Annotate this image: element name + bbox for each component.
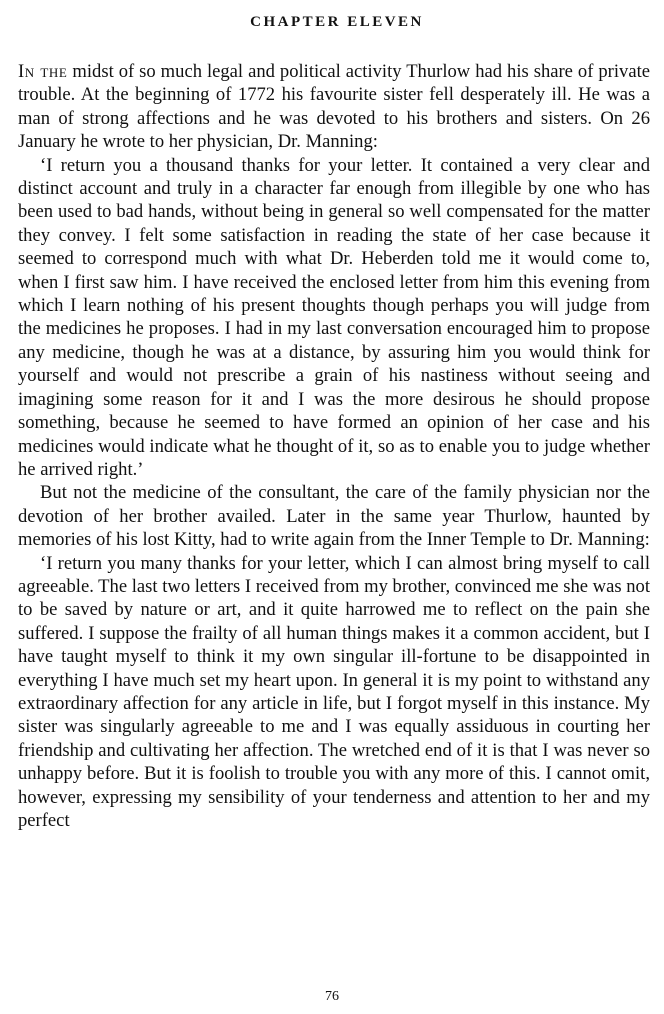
paragraph-3: But not the medicine of the consultant, the care of the family physician nor the devotion of her brother availed. Later in the same year Thurlow, haunted by memories of his lost Kitty, had to write again from the Inner Temple to Dr. Manning:: [18, 482, 650, 551]
paragraph-4: ‘I return you many thanks for your letter, which I can almost bring myself to call agreeable. The last two letters I received from my brother, convinced me she was not to be saved by nature or art, and it quite harrowed me to reflect on the pain she suffered. I suppose the frailty of all human things makes it a common accident, but I have taught myself to think it my own singular ill-fortune to be disappointed in everything I have much set my heart upon. In general it is my point to withstand any extraordinary affection for any article in life, but I forgot myself in this instance. My sister was singularly agreeable to me and I was equally assiduous in courting her friendship and cultivating her affection. The wretched end of it is that I was never so unhappy before. But it is foolish to trouble you with any more of this. I cannot omit, however, expressing my sensibility of your tenderness and attention to her and my perfect: [18, 552, 650, 831]
paragraph-1-text: midst of so much legal and political activity Thurlow had his share of private trouble. At the beginning of 1772 his favourite sister fell desperately ill. He was a man of strong affections and he was devoted to his brothers and sisters. On 26 January he wrote to her physician, Dr. Manning:: [18, 61, 650, 153]
page-number: 76: [325, 989, 339, 1004]
paragraph-2: ‘I return you a thousand thanks for your letter. It contained a very clear and distinct account and truly in a character far enough from illegible by one who has been used to bad hands, without being in general so well compensated for the matter they convey. I felt some satisfaction in reading the state of her case because it seemed to correspond much with what Dr. Heberden told me it would come to, when I first saw him. I have received the enclosed letter from him this evening from which I learn nothing of his present thoughts though perhaps you will judge from the medicines he proposes. I had in my last conversation encouraged him to propose any medicine, though he was at a distance, by assuring him you would think for yourself and would not prescribe a grain of his nastiness without seeing and imagining some reason for it and I was the more desirous he should propose something, because he seemed to have formed an opinion of her case and his medicines would indicate what he thought of it, so as to enable you to judge whether he arrived right.’: [18, 154, 650, 480]
body-text: [18, 60, 650, 832]
paragraph-lead-smallcaps: In the: [18, 61, 68, 82]
paragraph-1: [18, 60, 650, 154]
chapter-heading: CHAPTER ELEVEN: [250, 14, 424, 30]
